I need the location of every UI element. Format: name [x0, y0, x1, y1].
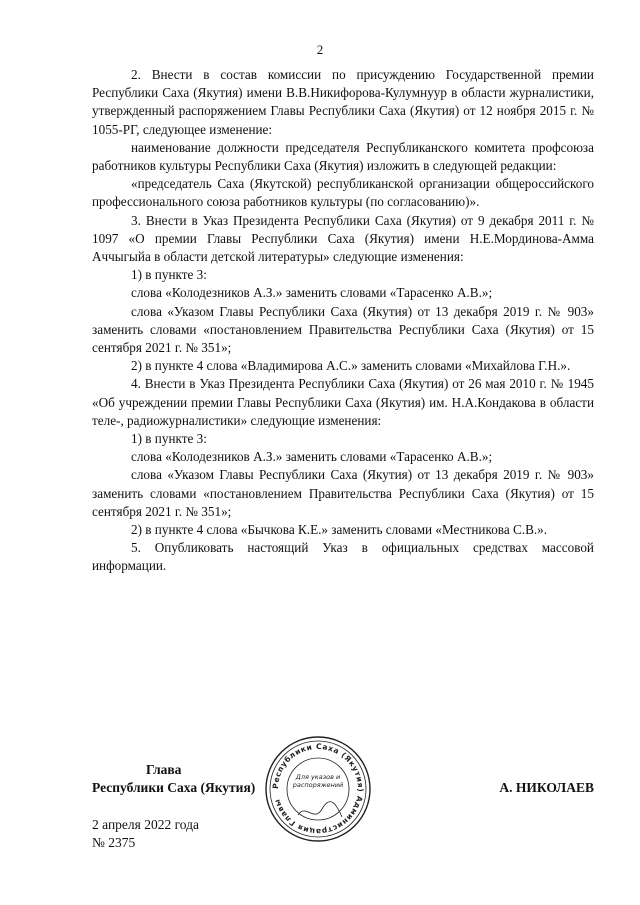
date-block: [92, 816, 199, 852]
signatory-name: А. НИКОЛАЕВ: [499, 780, 594, 795]
paragraph-4-sub-2: 2) в пункте 4 слова «Бычкова К.Е.» заменить словами «Местникова С.В.».: [131, 522, 548, 538]
document-date: 2 апреля 2022 года: [92, 817, 200, 832]
paragraph-3-sub-1: 1) в пункте 3:: [131, 267, 207, 283]
paragraph-2-new-text: «председатель Саха (Якутской) республиканской организации общероссийского профессионального союза работников культуры (по согласованию)».: [92, 176, 594, 210]
paragraph-3-sub-2: 2) в пункте 4 слова «Владимирова А.С.» заменить словами «Михайлова Г.Н.».: [131, 358, 571, 374]
seal-center-text: Для указов и распоряжений: [292, 773, 344, 789]
official-seal: [262, 733, 374, 845]
paragraph-3-sub-1-a: слова «Колодезников А.З.» заменить словами «Тарасенко А.В.»;: [131, 285, 493, 301]
paragraph-4-sub-1-a: слова «Колодезников А.З.» заменить словами «Тарасенко А.В.»;: [131, 449, 493, 465]
paragraph-2-change: наименование должности председателя Республиканского комитета профсоюза работников культуры Республики Саха (Якутия) изложить в следующей редакции:: [92, 139, 594, 174]
paragraph-3-sub-1-b: слова «Указом Главы Республики Саха (Якутия) от 13 декабря 2019 г. № 903» заменить словами «постановлением Правительства Республики Саха (Якутия) от 15 сентября 2021 г. № 351»;: [92, 303, 594, 356]
paragraph-3: 3. Внести в Указ Президента Республики Саха (Якутия) от 9 декабря 2011 г. № 1097 «О премии Главы Республики Саха (Якутия) имени Н.Е.Мординова-Амма Аччыгыйа в области детской литературы» следующие изменения:: [92, 212, 594, 265]
paragraph-5: 5. Опубликовать настоящий Указ в официальных средствах массовой информации.: [92, 540, 594, 574]
paragraph-2: 2. Внести в состав комиссии по присуждению Государственной премии Республики Саха (Якутия) имени В.В.Никифорова-Кулумнуур в области журналистики, утвержденный распоряжением Главы Республики Саха (Якутия) от 12 ноября 2015 г. № 1055-РГ, следующее изменение:: [92, 67, 594, 137]
paragraph-4-sub-1-b: слова «Указом Главы Республики Саха (Якутия) от 13 декабря 2019 г. № 903» заменить словами «постановлением Правительства Республики Саха (Якутия) от 15 сентября 2021 г. № 351»;: [92, 467, 594, 519]
page-number: 2: [316, 42, 324, 57]
signatory-title: Глава: [146, 762, 182, 777]
paragraph-4-sub-1: 1) в пункте 3:: [131, 431, 207, 447]
seal-ring-text: Республики Саха (Якутия) Администрация Главы: [270, 741, 366, 837]
document-body: [92, 66, 594, 576]
paragraph-4: 4. Внести в Указ Президента Республики Саха (Якутия) от 26 мая 2010 г. № 1945 «Об учреждении премии Главы Республики Саха (Якутия) им. Н.А.Кондакова в области теле-, радиожурналистики» следующие изменения:: [92, 376, 594, 428]
document-number: № 2375: [92, 835, 136, 850]
signatory-region: Республики Саха (Якутия): [92, 780, 256, 795]
